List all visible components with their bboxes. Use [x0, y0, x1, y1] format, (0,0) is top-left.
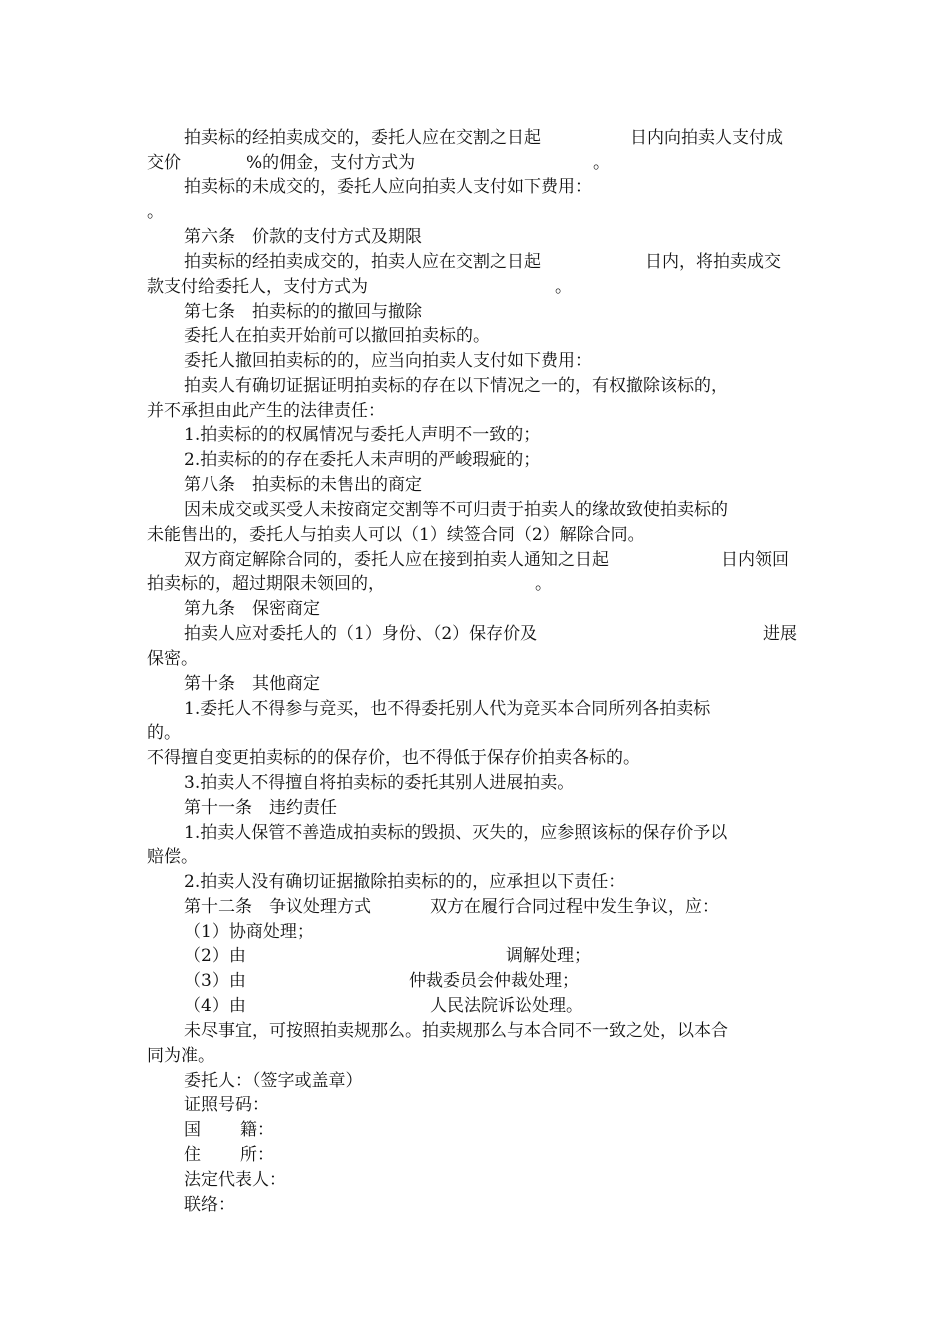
- section-heading: 第六条 价款的支付方式及期限: [184, 227, 422, 247]
- text-line: 委托人在拍卖开始前可以撤回拍卖标的。: [184, 326, 490, 346]
- text-line: 进展: [763, 624, 797, 644]
- text-line: 未尽事宜，可按照拍卖规那么。拍卖规那么与本合同不一致之处，以本合: [184, 1021, 728, 1041]
- text-line: 拍卖标的未成交的，委托人应向拍卖人支付如下费用：: [184, 177, 592, 197]
- text-line: 款支付给委托人，支付方式为: [147, 277, 368, 297]
- text-line: 不得擅自变更拍卖标的的保存价，也不得低于保存价拍卖各标的。: [147, 748, 640, 768]
- list-item: （4）由: [184, 996, 246, 1016]
- signature-field-label: 法定代表人：: [184, 1170, 286, 1190]
- text-line: 同为准。: [147, 1046, 215, 1066]
- text-line: 。: [535, 574, 552, 594]
- list-item: 1.拍卖人保管不善造成拍卖标的毁损、灭失的，应参照该标的保存价予以: [184, 823, 728, 843]
- text-line: 日内领回: [721, 550, 789, 570]
- text-line: 。: [593, 153, 610, 173]
- section-heading: 第十一条 违约责任: [184, 798, 337, 818]
- text-line: 双方在履行合同过程中发生争议，应：: [430, 897, 719, 917]
- list-item: 2.拍卖标的的存在委托人未声明的严峻瑕疵的；: [184, 450, 541, 470]
- signature-field-label: 委托人：（签字或盖章）: [184, 1071, 363, 1091]
- signature-field-label: 证照号码：: [184, 1095, 269, 1115]
- text-line: 人民法院诉讼处理。: [430, 996, 583, 1016]
- text-line: 并不承担由此产生的法律责任：: [147, 401, 385, 421]
- text-line: 仲裁委员会仲裁处理；: [409, 971, 579, 991]
- text-line: 日内，将拍卖成交: [645, 252, 781, 272]
- list-item: 2.拍卖人没有确切证据撤除拍卖标的的，应承担以下责任：: [184, 872, 626, 892]
- signature-field-label: 国: [184, 1120, 201, 1140]
- list-item: 3.拍卖人不得擅自将拍卖标的委托其别人进展拍卖。: [184, 773, 575, 793]
- list-item: （3）由: [184, 971, 246, 991]
- text-line: %的佣金，支付方式为: [246, 153, 416, 173]
- section-heading: 第九条 保密商定: [184, 599, 320, 619]
- list-item: 1.委托人不得参与竞买，也不得委托别人代为竞买本合同所列各拍卖标: [184, 699, 711, 719]
- text-line: 保密。: [147, 649, 198, 669]
- list-item: 1.拍卖标的的权属情况与委托人声明不一致的；: [184, 425, 541, 445]
- text-line: 因未成交或买受人未按商定交割等不可归责于拍卖人的缘故致使拍卖标的: [184, 500, 728, 520]
- section-heading: 第十二条 争议处理方式: [184, 897, 371, 917]
- text-line: 拍卖标的，超过期限未领回的，: [147, 574, 385, 594]
- text-line: 日内向拍卖人支付成: [630, 128, 783, 148]
- list-item: （1）协商处理；: [184, 922, 314, 942]
- text-line: 交价: [147, 153, 181, 173]
- text-line: 拍卖标的经拍卖成交的，拍卖人应在交割之日起: [184, 252, 541, 272]
- section-heading: 第七条 拍卖标的的撤回与撤除: [184, 302, 422, 322]
- signature-field-label: 籍：: [240, 1120, 274, 1140]
- signature-field-label: 联络：: [184, 1195, 235, 1215]
- signature-field-label: 住: [184, 1145, 201, 1165]
- text-line: 拍卖人应对委托人的（1）身份、（2）保存价及: [184, 624, 538, 644]
- text-line: 。: [147, 202, 164, 222]
- signature-field-label: 所：: [240, 1145, 274, 1165]
- text-line: 双方商定解除合同的，委托人应在接到拍卖人通知之日起: [184, 550, 609, 570]
- text-line: 。: [555, 277, 572, 297]
- section-heading: 第八条 拍卖标的未售出的商定: [184, 475, 422, 495]
- section-heading: 第十条 其他商定: [184, 674, 320, 694]
- text-line: 调解处理；: [506, 946, 591, 966]
- list-item: （2）由: [184, 946, 246, 966]
- text-line: 赔偿。: [147, 847, 198, 867]
- text-line: 未能售出的，委托人与拍卖人可以（1）续签合同（2）解除合同。: [147, 525, 645, 545]
- text-line: 拍卖标的经拍卖成交的，委托人应在交割之日起: [184, 128, 541, 148]
- text-line: 拍卖人有确切证据证明拍卖标的存在以下情况之一的，有权撤除该标的，: [184, 376, 728, 396]
- text-line: 的。: [147, 723, 181, 743]
- text-line: 委托人撤回拍卖标的的，应当向拍卖人支付如下费用：: [184, 351, 592, 371]
